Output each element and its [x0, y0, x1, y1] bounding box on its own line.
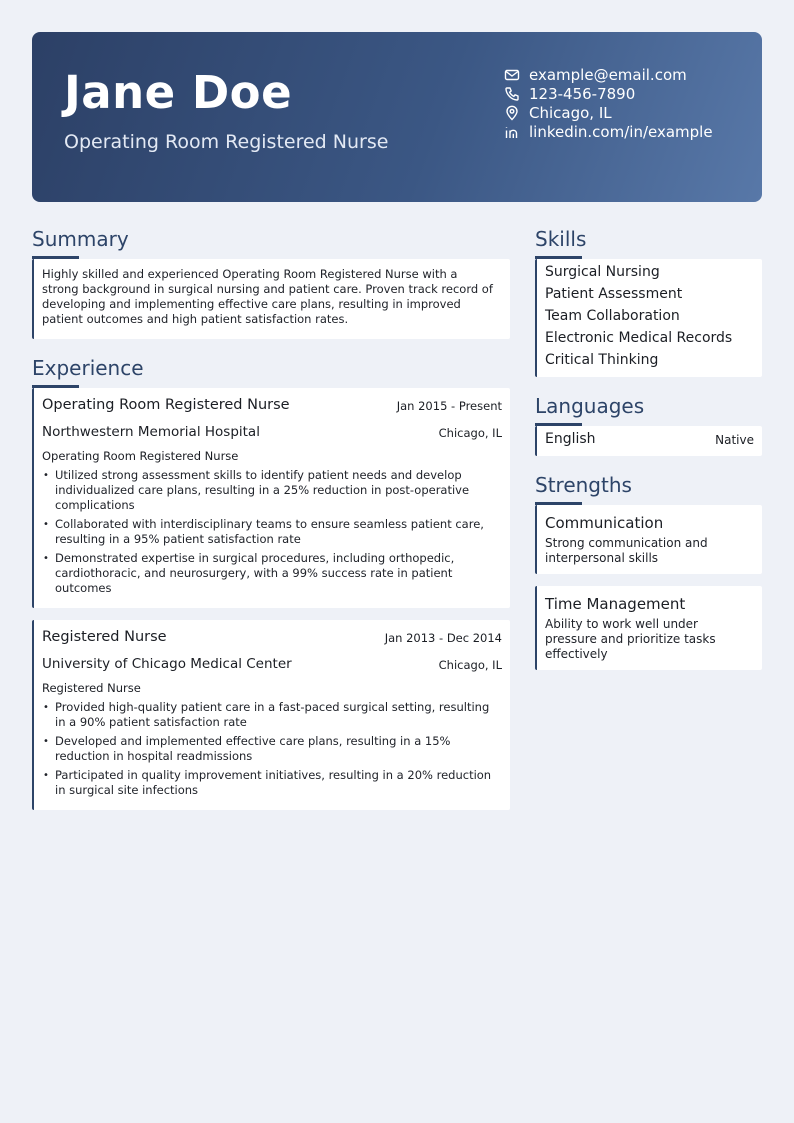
job-title: Operating Room Registered Nurse	[42, 397, 290, 413]
contact-location	[504, 103, 754, 122]
language-card	[535, 426, 762, 456]
skills-card	[535, 259, 762, 377]
job-bullet: • Collaborated with interdisciplinary teams to ensure seamless patient care, resulting in a 95% patient satisfaction rate	[42, 517, 500, 547]
job-subtitle: Registered Nurse	[42, 681, 141, 695]
skill-item: Electronic Medical Records	[545, 330, 733, 346]
strength-title: Communication	[545, 514, 664, 532]
location-icon	[504, 105, 520, 121]
job-bullet: • Provided high-quality patient care in a fast-paced surgical setting, resulting in a 90% patient satisfaction rate	[42, 700, 500, 730]
job-dates: Jan 2015 - Present	[396, 399, 502, 413]
strength-card-1	[535, 505, 762, 574]
contact-linkedin-text: linkedin.com/in/example	[529, 122, 713, 141]
summary-text: Highly skilled and experienced Operating Room Registered Nurse with a strong background in surgical nursing and patient care. Proven track record of developing and implementing effective care plans, resulting in improved patient outcomes and high patient satisfaction rates.	[42, 267, 493, 326]
strengths-heading: Strengths	[535, 473, 632, 497]
experience-card-1	[32, 388, 510, 608]
job-bullets	[42, 468, 500, 600]
job-dates: Jan 2013 - Dec 2014	[384, 631, 502, 645]
skill-item: Patient Assessment	[545, 286, 683, 302]
strength-description: Ability to work well under pressure and prioritize tasks effectively	[545, 617, 716, 661]
job-title: Registered Nurse	[42, 629, 167, 645]
candidate-role: Operating Room Registered Nurse	[64, 131, 389, 153]
email-icon	[504, 67, 520, 83]
job-subtitle: Operating Room Registered Nurse	[42, 449, 239, 463]
strength-title: Time Management	[545, 595, 686, 613]
candidate-name: Jane Doe	[64, 66, 293, 119]
strength-description: Strong communication and interpersonal skills	[545, 536, 708, 565]
resume-header	[32, 32, 762, 202]
job-organization: Northwestern Memorial Hospital	[42, 424, 260, 440]
phone-icon	[504, 86, 520, 102]
contact-linkedin[interactable]	[504, 122, 754, 141]
job-bullet: • Demonstrated expertise in surgical procedures, including orthopedic, cardiothoracic, and neurosurgery, with a 99% success rate in patient outcomes	[42, 551, 500, 596]
job-bullet: • Utilized strong assessment skills to identify patient needs and develop individualized care plans, resulting in a 25% reduction in post-operative complications	[42, 468, 500, 513]
summary-card	[32, 259, 510, 339]
job-location: Chicago, IL	[438, 426, 502, 440]
contact-location-text: Chicago, IL	[529, 103, 612, 122]
contact-email[interactable]	[504, 65, 754, 84]
experience-heading: Experience	[32, 356, 144, 380]
skill-item: Critical Thinking	[545, 352, 659, 368]
skill-item: Surgical Nursing	[545, 264, 660, 280]
job-organization: University of Chicago Medical Center	[42, 656, 292, 672]
job-bullet: • Developed and implemented effective care plans, resulting in a 15% reduction in hospital readmissions	[42, 734, 500, 764]
skill-item: Team Collaboration	[545, 308, 680, 324]
languages-heading: Languages	[535, 394, 645, 418]
contact-email-text: example@email.com	[529, 65, 687, 84]
contact-phone-text: 123-456-7890	[529, 84, 636, 103]
linkedin-icon	[504, 124, 520, 140]
strength-card-2	[535, 586, 762, 670]
contact-phone[interactable]	[504, 84, 754, 103]
experience-card-2	[32, 620, 510, 810]
language-name: English	[545, 431, 596, 447]
summary-heading: Summary	[32, 227, 129, 251]
language-level: Native	[715, 433, 754, 447]
skills-heading: Skills	[535, 227, 587, 251]
job-bullets	[42, 700, 500, 802]
contact-list	[504, 65, 754, 141]
job-bullet: • Participated in quality improvement initiatives, resulting in a 20% reduction in surgical site infections	[42, 768, 500, 798]
job-location: Chicago, IL	[438, 658, 502, 672]
